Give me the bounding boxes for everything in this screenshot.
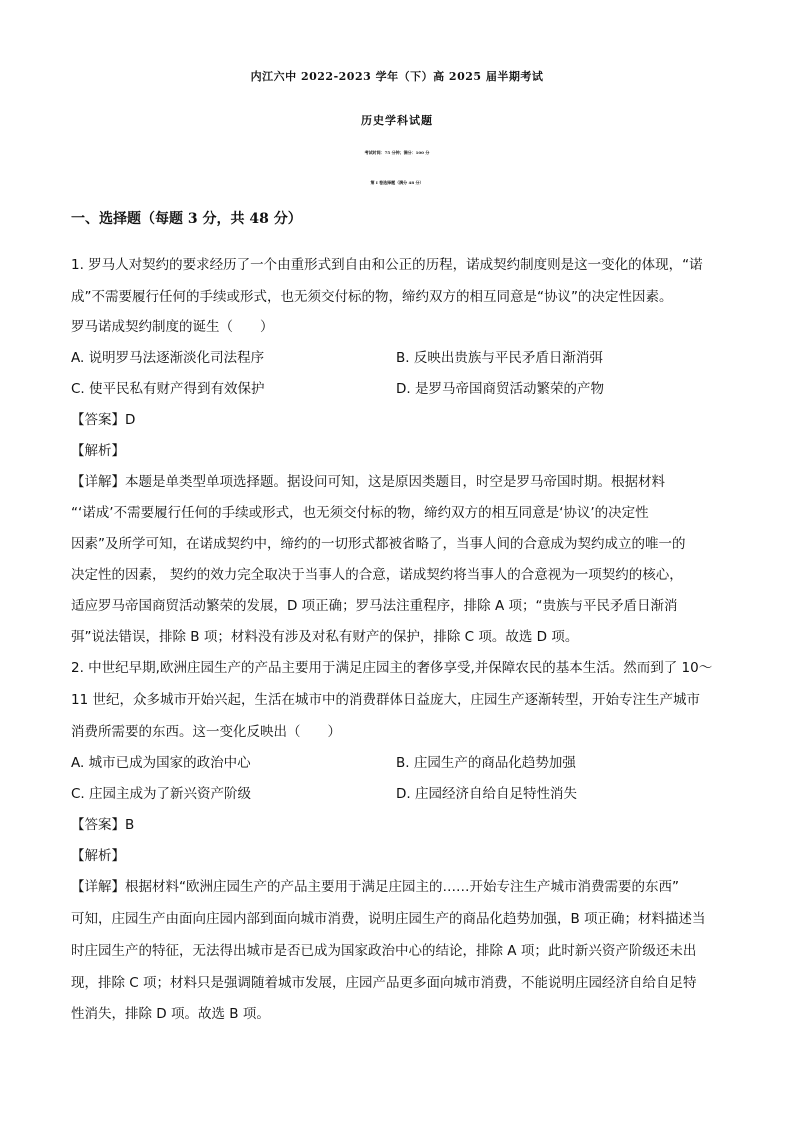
q2-stem-line-3: 消费所需要的东西。这一变化反映出（ ） bbox=[71, 724, 341, 740]
q1-stem-line-2: 成”不需要履行任何的手续或形式，也无须交付标的物，缔约双方的相互同意是“协议”的决定性因素。 bbox=[71, 289, 673, 305]
q2-option-c: C. 庄园主成为了新兴资产阶级 bbox=[71, 786, 252, 802]
q2-detail-line-2: 可知，庄园生产由面向庄园内部到面向城市消费，说明庄园生产的商品化趋势加强，B 项正确；材料描述当 bbox=[71, 911, 706, 927]
q2-stem-line-2: 11 世纪，众多城市开始兴起，生活在城市中的消费群体日益庞大，庄园生产逐渐转型，开始专注生产城市 bbox=[71, 692, 700, 708]
q1-answer: 【答案】D bbox=[71, 412, 136, 428]
q1-stem-line-1: 1. 罗马人对契约的要求经历了一个由重形式到自由和公正的历程，诺成契约制度则是这一变化的体现，“诺 bbox=[71, 257, 703, 273]
q1-detail-line-4: 决定性的因素， 契约的效力完全取决于当事人的合意，诺成契约将当事人的合意视为一项契约的核心， bbox=[71, 567, 683, 583]
q2-detail-line-1: 【详解】根据材料“欧洲庄园生产的产品主要用于满足庄园主的……开始专注生产城市消费需要的东西” bbox=[71, 879, 679, 895]
q2-analysis-label: 【解析】 bbox=[71, 848, 125, 864]
q1-option-c: C. 使平民私有财产得到有效保护 bbox=[71, 381, 265, 397]
q2-detail-line-5: 性消失，排除 D 项。故选 B 项。 bbox=[71, 1006, 270, 1022]
q2-detail-line-3: 时庄园生产的特征，无法得出城市是否已成为国家政治中心的结论，排除 A 项；此时新兴资产阶级还未出 bbox=[71, 943, 697, 959]
subject-title: 历史学科试题 bbox=[361, 114, 433, 127]
q1-detail-line-6: 弭”说法错误，排除 B 项；材料没有涉及对私有财产的保护，排除 C 项。故选 D 项。 bbox=[71, 629, 579, 645]
q1-detail-line-5: 适应罗马帝国商贸活动繁荣的发展，D 项正确；罗马法注重程序，排除 A 项；“贵族与平民矛盾日渐消 bbox=[71, 598, 678, 614]
q1-option-a: A. 说明罗马法逐渐淡化司法程序 bbox=[71, 350, 265, 366]
q1-detail-line-1: 【详解】本题是单类型单项选择题。据设问可知，这是原因类题目，时空是罗马帝国时期。根据材料 bbox=[71, 474, 665, 490]
q1-stem-line-3: 罗马诺成契约制度的诞生（ ） bbox=[71, 319, 274, 335]
q2-detail-line-4: 现，排除 C 项；材料只是强调随着城市发展，庄园产品更多面向城市消费，不能说明庄园经济自给自足特 bbox=[71, 975, 697, 991]
q2-option-d: D. 庄园经济自给自足特性消失 bbox=[396, 786, 577, 802]
q1-detail-line-3: 因素”及所学可知，在诺成契约中，缔约的一切形式都被省略了，当事人间的合意成为契约成立的唯一的 bbox=[71, 536, 686, 552]
part-heading: 第 I 卷选择题（满分 48 分） bbox=[370, 180, 424, 185]
exam-info: 考试时间：75 分钟；满分：100 分 bbox=[364, 150, 430, 155]
q2-option-b: B. 庄园生产的商品化趋势加强 bbox=[396, 755, 576, 771]
exam-title: 内江六中 2022-2023 学年（下）高 2025 届半期考试 bbox=[250, 70, 544, 83]
q1-option-b: B. 反映出贵族与平民矛盾日渐消弭 bbox=[396, 350, 603, 366]
q2-answer: 【答案】B bbox=[71, 817, 135, 833]
q1-detail-line-2: “‘诺成’不需要履行任何的手续或形式，也无须交付标的物，缔约双方的相互同意是‘协议’的决定性 bbox=[71, 505, 649, 521]
q1-option-d: D. 是罗马帝国商贸活动繁荣的产物 bbox=[396, 381, 604, 397]
q1-analysis-label: 【解析】 bbox=[71, 443, 125, 459]
section-heading: 一、选择题（每题 3 分，共 48 分） bbox=[71, 211, 302, 227]
q2-stem-line-1: 2. 中世纪早期,欧洲庄园生产的产品主要用于满足庄园主的奢侈享受,并保障农民的基本生活。然而到了 10～ bbox=[71, 660, 713, 676]
q2-option-a: A. 城市已成为国家的政治中心 bbox=[71, 755, 251, 771]
